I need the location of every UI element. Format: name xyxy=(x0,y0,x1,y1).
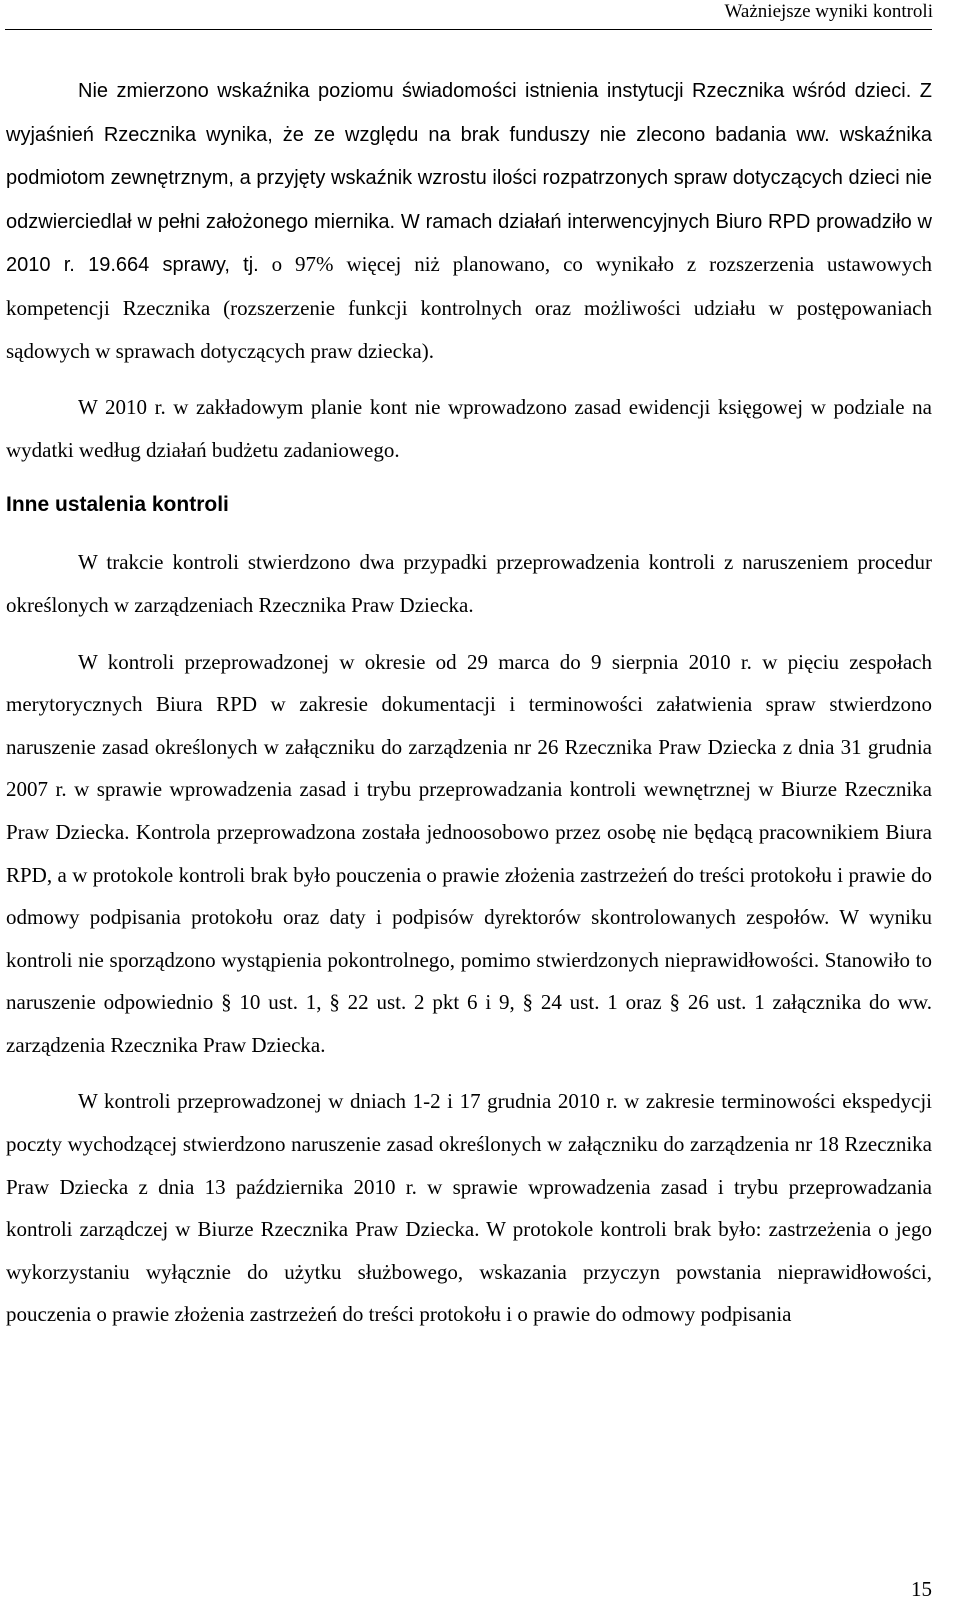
spacer xyxy=(6,519,932,541)
spacer xyxy=(6,372,932,386)
section-heading: Inne ustalenia kontroli xyxy=(6,493,229,517)
page-number: 15 xyxy=(911,1577,932,1601)
spacer xyxy=(6,627,932,641)
header-rule xyxy=(5,29,932,30)
page-body xyxy=(6,69,932,1336)
paragraph-second-control: W kontroli przeprowadzonej w dniach 1-2 i 17 grudnia 2010 r. w zakresie terminowości ekspedycji poczty wychodzącej stwierdzono naruszenie zasad określonych w załączniku do zarządzenia nr 18 Rzecznika Praw Dziecka z dnia 13 października 2010 r. w sprawie wprowadzenia zasad i trybu przeprowadzania kontroli zarządczej w Biurze Rzecznika Praw Dziecka. W protokole kontroli brak było: zastrzeżenia o jego wykorzystaniu wyłącznie do użytku służbowego, wskazania przyczyn powstania nieprawidłowości, pouczenia o prawie złożenia zastrzeżeń do treści protokołu i o prawie do odmowy podpisania xyxy=(6,1089,932,1327)
paragraph-first-control: W kontroli przeprowadzonej w okresie od 29 marca do 9 sierpnia 2010 r. w pięciu zespołach merytorycznych Biura RPD w zakresie dokumentacji i terminowości załatwienia spraw stwierdzono naruszenie zasad określonych w załączniku do zarządzenia nr 26 Rzecznika Praw Dziecka z dnia 31 grudnia 2007 r. w sprawie wprowadzenia zasad i trybu przeprowadzania kontroli wewnętrznej w Biurze Rzecznika Praw Dziecka. Kontrola przeprowadzona została jednoosobowo przez osobę nie będącą pracownikiem Biura RPD, a w protokole kontroli brak było pouczenia o prawie złożenia zastrzeżeń do treści protokołu i prawie do odmowy podpisania protokołu oraz daty i podpisów dyrektorów skontrolowanych zespołów. W wyniku kontroli nie sporządzono wystąpienia pokontrolnego, pomimo stwierdzonych nieprawidłowości. Stanowiło to naruszenie odpowiednio § 10 ust. 1, § 22 ust. 2 pkt 6 i 9, § 24 ust. 1 oraz § 26 ust. 1 załącznika do ww. zarządzenia Rzecznika Praw Dziecka. xyxy=(6,649,932,1057)
running-header: Ważniejsze wyniki kontroli xyxy=(724,1,933,22)
paragraph-two-cases: W trakcie kontroli stwierdzono dwa przypadki przeprowadzenia kontroli z naruszeniem procedur określonych w zarządzeniach Rzecznika Praw Dziecka. xyxy=(6,550,932,617)
paragraph-accounting-plan: W 2010 r. w zakładowym planie kont nie wprowadzono zasad ewidencji księgowej w podziale na wydatki według działań budżetu zadaniowego. xyxy=(6,395,932,462)
paragraph-indicator-measurement xyxy=(6,69,932,372)
paragraph-text-sans: Nie zmierzono wskaźnika poziomu świadomości istnienia instytucji Rzecznika wśród dzieci. Z wyjaśnień Rzecznika wynika, że ze względu na brak funduszy nie zlecono badania ww. wskaźnika podmiotom zewnętrznym, a przyjęty wskaźnik wzrostu ilości rozpatrzonych spraw dotyczących dzieci nie odzwierciedlał w pełni założonego miernika. W ramach działań interwencyjnych Biuro RPD prowadziło w 2010 r. 19.664 sprawy, tj. xyxy=(6,80,932,277)
spacer xyxy=(6,471,932,491)
paragraph-text-serif: o 97% więcej niż planowano, co wynikało z rozszerzenia ustawowych kompetencji Rzecznika (rozszerzenie funkcji kontrolnych oraz możliwości udziału w postępowaniach sądowych w sprawach dotyczących praw dziecka). xyxy=(6,252,933,363)
spacer xyxy=(6,1066,932,1080)
